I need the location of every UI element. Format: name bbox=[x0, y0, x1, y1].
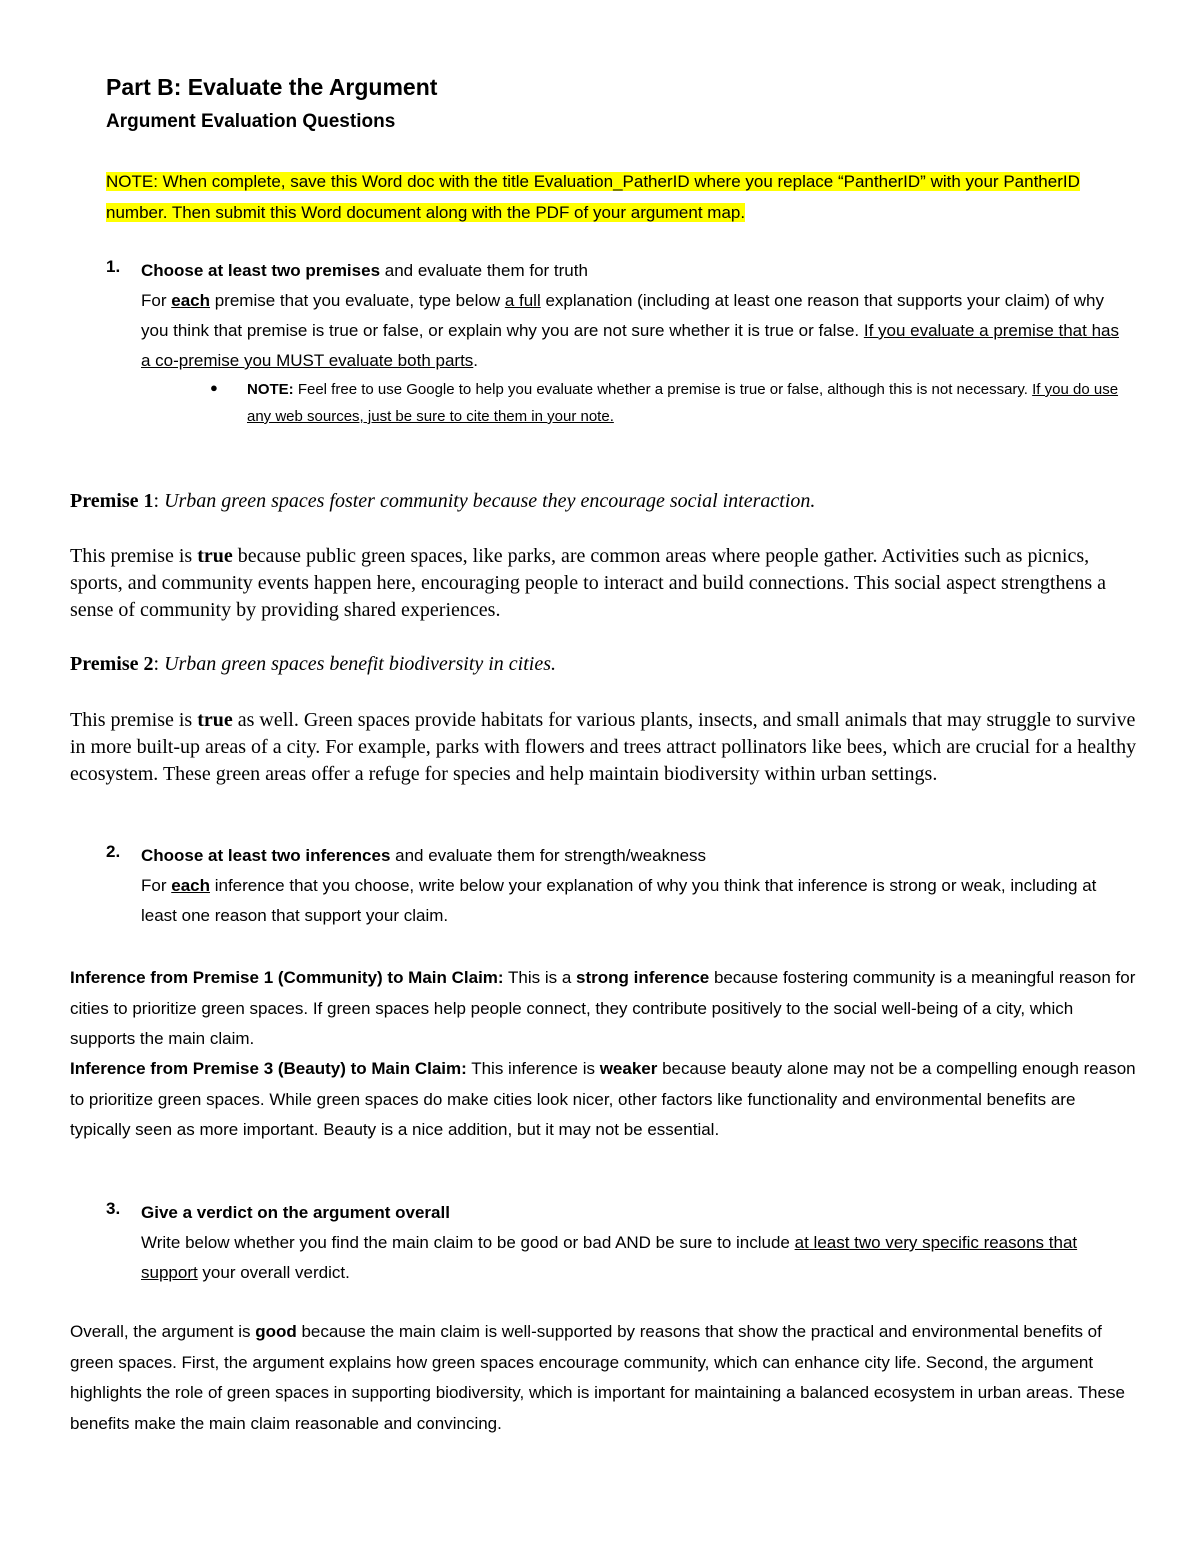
inference-1-label: Inference from Premise 1 (Community) to Main Claim: bbox=[70, 968, 504, 987]
premise-1-heading: Premise 1: Urban green spaces foster community because they encourage social interaction. bbox=[70, 490, 816, 512]
question-3-heading: Give a verdict on the argument overall bbox=[141, 1203, 450, 1222]
submission-note bbox=[106, 166, 1136, 228]
question-1-heading-rest: and evaluate them for truth bbox=[380, 261, 588, 280]
bullet-icon: ● bbox=[210, 380, 218, 395]
note-highlighted-text: NOTE: When complete, save this Word doc with the title Evaluation_PatherID where you replace “PantherID” with your PantherID number. Then submit this Word document along with the PDF of your argument map. bbox=[106, 172, 1080, 222]
question-3-number: 3. bbox=[106, 1199, 121, 1218]
question-3-instructions: Write below whether you find the main claim to be good or bad AND be sure to include at least two very specific reasons that support your overall verdict. bbox=[141, 1233, 1078, 1282]
question-1 bbox=[141, 256, 1131, 376]
premise-2-statement: Urban green spaces benefit biodiversity in cities. bbox=[164, 653, 557, 675]
premise-2-evaluation: This premise is true as well. Green spaces provide habitats for various plants, insects, and small animals that may struggle to survive in more built-up areas of a city. For example, parks with flowers and trees attract pollinators like bees, which are crucial for a healthy ecosystem. These green areas offer a refuge for species and help maintain biodiversity within urban settings. bbox=[70, 709, 1137, 785]
question-1-instructions: For each premise that you evaluate, type below a full explanation (including at least one reason that supports your claim) of why you think that premise is true or false, or explain why you are not sure whether it is true or false. If you evaluate a premise that has a co-premise you MUST evaluate both parts. bbox=[141, 291, 1119, 370]
page-title: Part B: Evaluate the Argument bbox=[106, 74, 438, 100]
each-emphasis: each bbox=[171, 876, 210, 895]
question-2-heading: Choose at least two inferences and evaluate them for strength/weakness bbox=[141, 846, 707, 865]
page-subtitle: Argument Evaluation Questions bbox=[106, 111, 396, 132]
question-2 bbox=[141, 841, 1131, 931]
question-2-instructions: For each inference that you choose, write below your explanation of why you think that inference is strong or weak, including at least one reason that support your claim. bbox=[141, 876, 1097, 925]
premise-1-evaluation: This premise is true because public green spaces, like parks, are common areas where people gather. Activities such as picnics, sports, and community events happen here, encouraging people to interact and build connections. This social aspect strengthens a sense of community by providing shared experiences. bbox=[70, 545, 1107, 621]
co-premise-requirement: If you evaluate a premise that has a co-premise you MUST evaluate both parts bbox=[141, 321, 1119, 370]
each-emphasis: each bbox=[171, 291, 210, 310]
question-1-number: 1. bbox=[106, 257, 121, 276]
question-3 bbox=[141, 1198, 1136, 1288]
inference-2-evaluation: Inference from Premise 3 (Beauty) to Main Claim: This inference is weaker because beauty alone may not be a compelling enough reason to prioritize green spaces. While green spaces do make cities look nicer, other factors like functionality and environmental benefits are typically seen as more important. Beauty is a nice addition, but it may not be essential. bbox=[70, 1059, 1136, 1139]
question-1-bullet-note: NOTE: Feel free to use Google to help you evaluate whether a premise is true or false, although this is not necessary. If you do use any web sources, just be sure to cite them in your note. bbox=[247, 381, 1119, 425]
question-1-heading-bold: Choose at least two premises bbox=[141, 261, 381, 280]
inference-1-evaluation: Inference from Premise 1 (Community) to Main Claim: This is a strong inference because fostering community is a meaningful reason for cities to prioritize green spaces. If green spaces help people connect, they contribute positively to the social well-being of a city, which supports the main claim. bbox=[70, 968, 1136, 1048]
specific-reasons-emphasis: at least two very specific reasons that support bbox=[141, 1233, 1078, 1282]
question-2-number: 2. bbox=[106, 842, 121, 861]
overall-verdict: Overall, the argument is good because the main claim is well-supported by reasons that show the practical and environmental benefits of green spaces. First, the argument explains how green spaces encourage community, which can enhance city life. Second, the argument highlights the role of green spaces in supporting biodiversity, which is important for maintaining a balanced ecosystem in urban areas. These benefits make the main claim reasonable and convincing. bbox=[70, 1322, 1125, 1433]
premise-1-statement: Urban green spaces foster community because they encourage social interaction. bbox=[164, 490, 816, 512]
question-1-heading bbox=[141, 256, 1131, 286]
inference-2-label: Inference from Premise 3 (Beauty) to Main Claim: bbox=[70, 1059, 467, 1078]
premise-2-heading: Premise 2: Urban green spaces benefit biodiversity in cities. bbox=[70, 653, 557, 675]
cite-sources-note: If you do use any web sources, just be sure to cite them in your note. bbox=[247, 381, 1119, 425]
a-full-emphasis: a full bbox=[504, 291, 541, 310]
